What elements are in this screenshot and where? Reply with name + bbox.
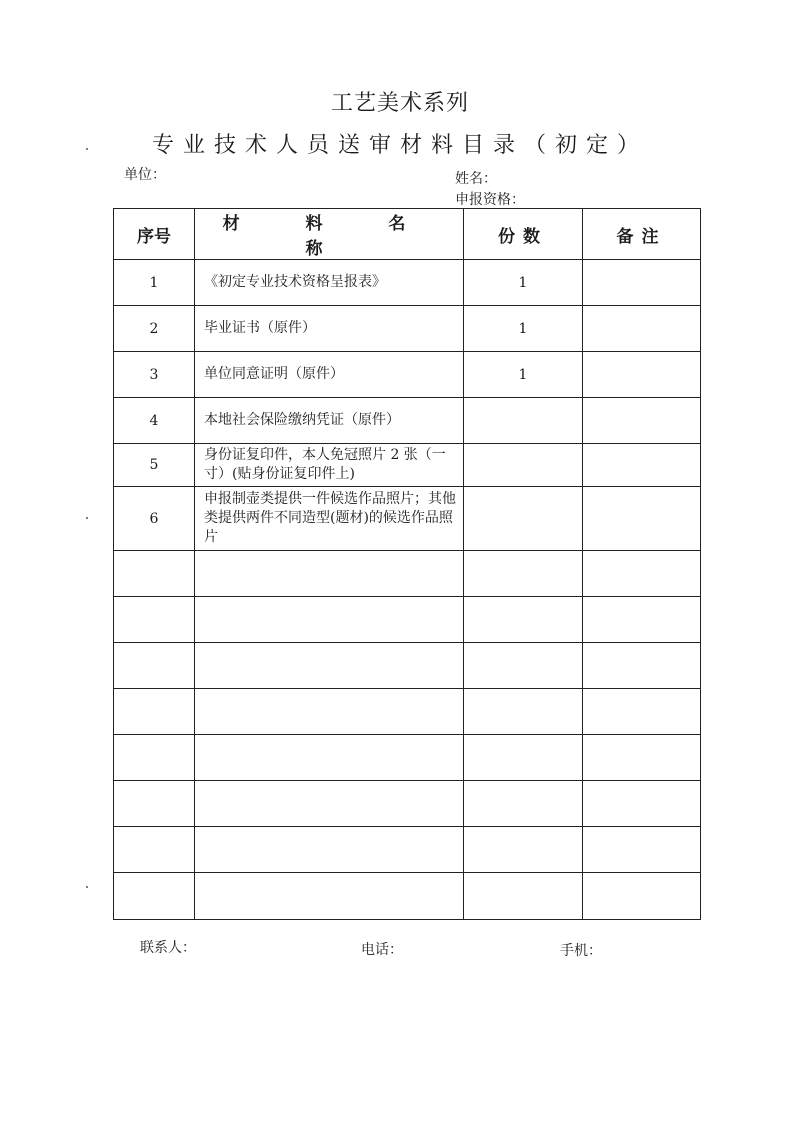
document-title: 专业技术人员送审材料目录（初定）: [151, 133, 648, 158]
empty-cell: [583, 689, 701, 735]
row-note: [583, 306, 701, 352]
row-seq: 3: [114, 352, 195, 398]
empty-cell: [583, 781, 701, 827]
name-label: 姓名：: [455, 171, 497, 187]
empty-cell: [114, 781, 195, 827]
header-seq: 序号: [114, 209, 195, 260]
empty-cell: [583, 735, 701, 781]
table-row-blank: [114, 643, 701, 689]
mobile-label: 手机：: [560, 943, 602, 959]
empty-cell: [464, 873, 583, 920]
empty-cell: [114, 735, 195, 781]
table-row: [114, 398, 701, 444]
empty-cell: [195, 873, 464, 920]
qualification-label: 申报资格：: [455, 192, 525, 208]
contact-person-label: 联系人：: [140, 940, 196, 956]
empty-cell: [195, 827, 464, 873]
row-note: [583, 398, 701, 444]
row-count: [464, 444, 583, 487]
header-note: 备注: [583, 209, 701, 260]
table-row: [114, 306, 701, 352]
row-count: 1: [464, 352, 583, 398]
row-seq: 1: [114, 260, 195, 306]
row-material-name: 身份证复印件，本人免冠照片 2 张（一寸）(贴身份证复印件上): [195, 444, 464, 487]
table-row-blank: [114, 735, 701, 781]
empty-cell: [583, 827, 701, 873]
empty-cell: [195, 643, 464, 689]
empty-cell: [583, 873, 701, 920]
table-row: [114, 260, 701, 306]
row-seq: 2: [114, 306, 195, 352]
header-count: 份数: [464, 209, 583, 260]
empty-cell: [464, 781, 583, 827]
row-material-name: 单位同意证明（原件）: [195, 352, 464, 398]
row-note: [583, 444, 701, 487]
scan-speck: [86, 886, 88, 888]
empty-cell: [195, 781, 464, 827]
row-material-name: 申报制壶类提供一件候选作品照片；其他类提供两件不同造型(题材)的候选作品照片: [195, 487, 464, 551]
empty-cell: [114, 597, 195, 643]
row-seq: 6: [114, 487, 195, 551]
empty-cell: [195, 689, 464, 735]
empty-cell: [583, 597, 701, 643]
row-note: [583, 260, 701, 306]
table-row: [114, 444, 701, 487]
table-row: [114, 487, 701, 551]
row-note: [583, 352, 701, 398]
empty-cell: [195, 735, 464, 781]
empty-cell: [464, 735, 583, 781]
row-material-name: 毕业证书（原件）: [195, 306, 464, 352]
row-count: 1: [464, 306, 583, 352]
empty-cell: [114, 551, 195, 597]
scan-speck: [86, 517, 88, 519]
table-row-blank: [114, 873, 701, 920]
empty-cell: [464, 597, 583, 643]
row-material-name: 《初定专业技术资格呈报表》: [195, 260, 464, 306]
row-seq: 5: [114, 444, 195, 487]
row-count: [464, 398, 583, 444]
phone-label: 电话：: [361, 942, 403, 958]
empty-cell: [464, 827, 583, 873]
header-material-name: 材 料 名 称: [195, 209, 464, 260]
row-note: [583, 487, 701, 551]
row-count: 1: [464, 260, 583, 306]
empty-cell: [464, 551, 583, 597]
table-row-blank: [114, 827, 701, 873]
row-seq: 4: [114, 398, 195, 444]
table-row-blank: [114, 781, 701, 827]
empty-cell: [195, 551, 464, 597]
empty-cell: [464, 643, 583, 689]
materials-table: [113, 208, 701, 920]
row-material-name: 本地社会保险缴纳凭证（原件）: [195, 398, 464, 444]
row-count: [464, 487, 583, 551]
series-title: 工艺美术系列: [330, 91, 469, 116]
table-row: [114, 352, 701, 398]
empty-cell: [464, 689, 583, 735]
scan-speck: [86, 148, 88, 150]
empty-cell: [114, 827, 195, 873]
table-row-blank: [114, 551, 701, 597]
empty-cell: [114, 689, 195, 735]
table-row-blank: [114, 597, 701, 643]
empty-cell: [195, 597, 464, 643]
empty-cell: [114, 643, 195, 689]
table-row-blank: [114, 689, 701, 735]
empty-cell: [114, 873, 195, 920]
table-header-row: [114, 209, 701, 260]
unit-label: 单位：: [124, 167, 166, 183]
empty-cell: [583, 551, 701, 597]
empty-cell: [583, 643, 701, 689]
